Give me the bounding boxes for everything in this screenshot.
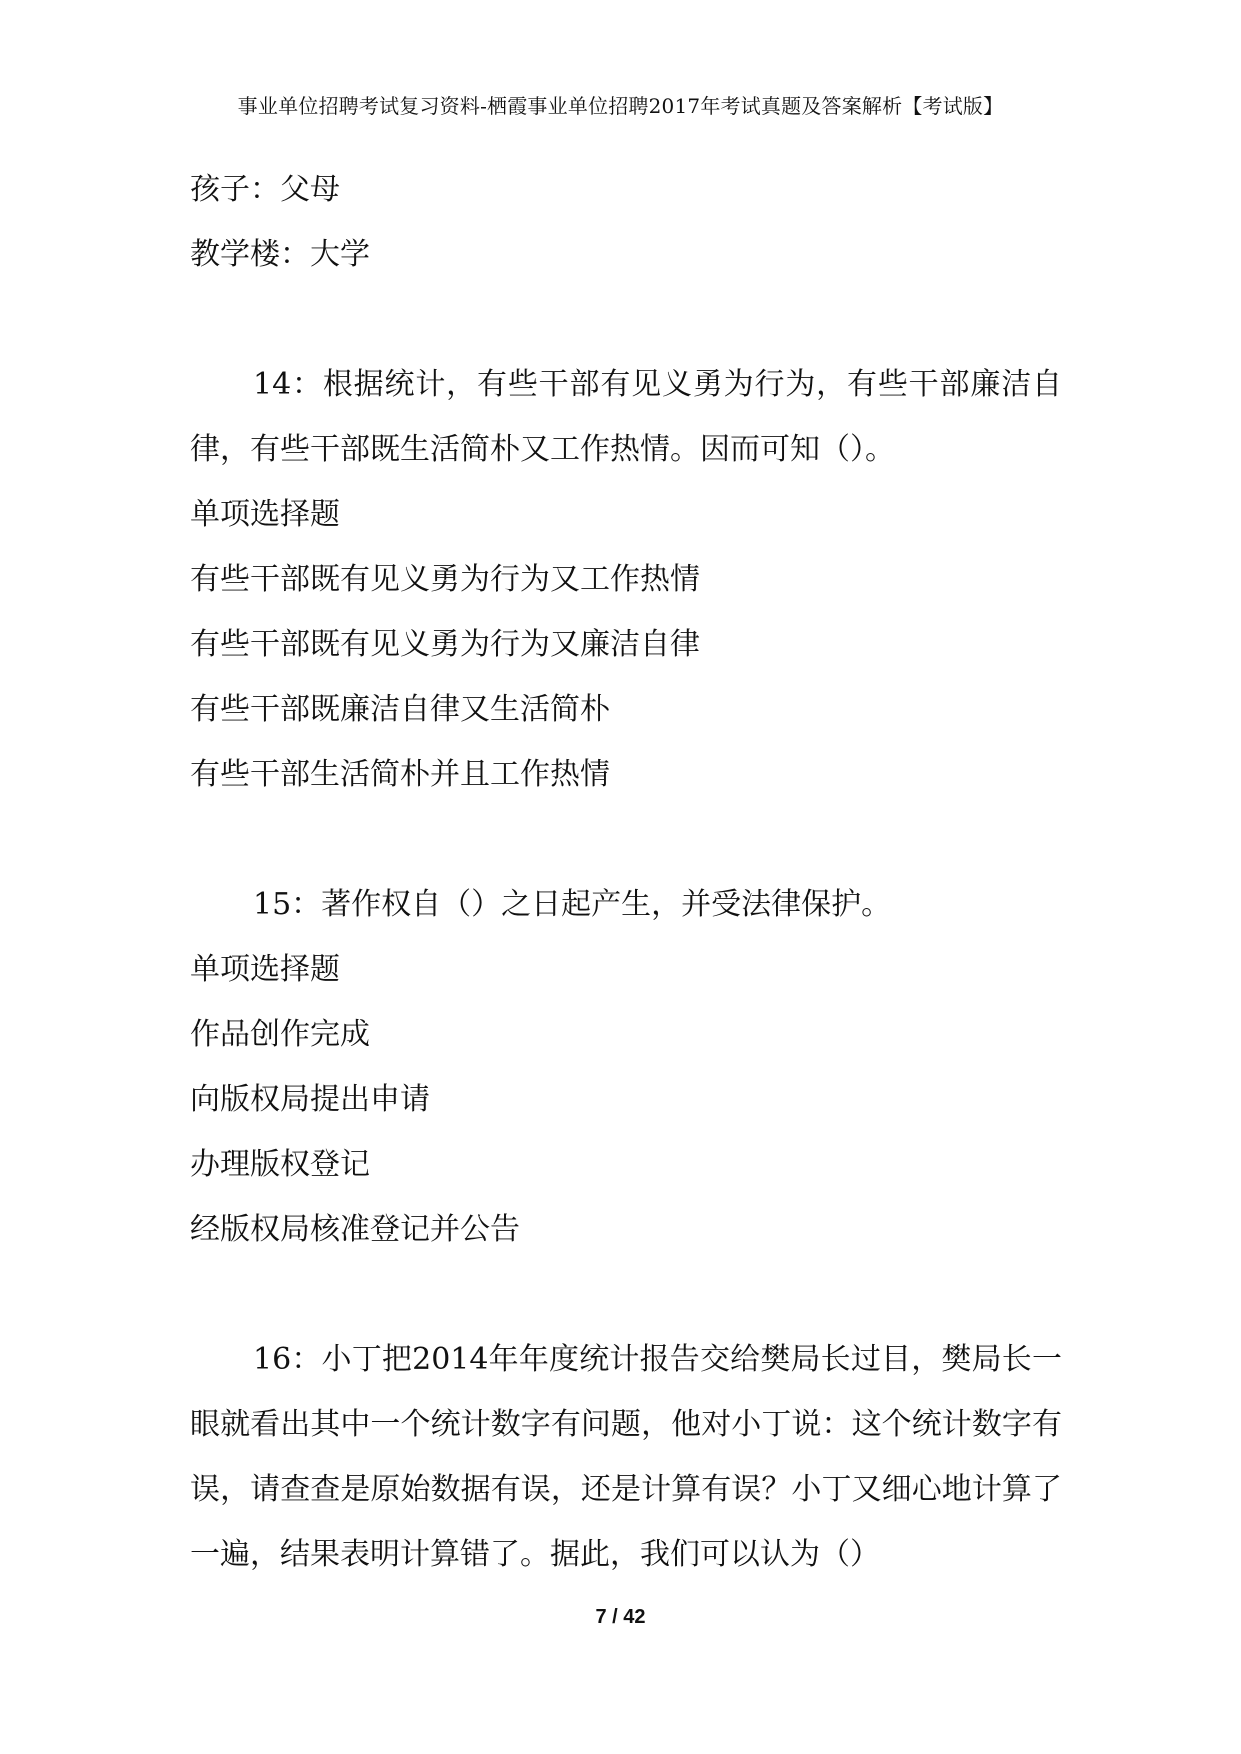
option-item: 办理版权登记 (190, 1147, 370, 1182)
question-stem-14: 14：根据统计，有些干部有见义勇为行为，有些干部廉洁自律，有些干部既生活简朴又工作热情。因而可知（）。 (190, 367, 1062, 467)
option-item: 有些干部既有见义勇为行为又工作热情 (190, 562, 700, 597)
spacer (190, 287, 1062, 352)
document-header: 事业单位招聘考试复习资料-栖霞事业单位招聘2017年考试真题及答案解析【考试版】 (237, 94, 1004, 118)
question-stem-16: 16：小丁把2014年年度统计报告交给樊局长过目，樊局长一眼就看出其中一个统计数字有问题，他对小丁说：这个统计数字有误，请查查是原始数据有误，还是计算有误？小丁又细心地计算了一遍，结果表明计算错了。据此，我们可以认为（） (190, 1342, 1062, 1572)
question-type-label: 单项选择题 (190, 952, 340, 987)
option-item: 经版权局核准登记并公告 (190, 1212, 520, 1247)
text-line: 孩子：父母 (190, 172, 340, 207)
question-stem-15: 15：著作权自（）之日起产生，并受法律保护。 (253, 887, 892, 922)
question-type-label: 单项选择题 (190, 497, 340, 532)
option-item: 向版权局提出申请 (190, 1082, 430, 1117)
option-item: 有些干部生活简朴并且工作热情 (190, 757, 610, 792)
page-number: 7 / 42 (595, 1606, 646, 1628)
text-line: 教学楼：大学 (190, 237, 370, 272)
option-item: 作品创作完成 (190, 1017, 370, 1052)
option-item: 有些干部既有见义勇为行为又廉洁自律 (190, 627, 700, 662)
document-body (190, 157, 1062, 1587)
spacer (190, 1262, 1062, 1327)
option-item: 有些干部既廉洁自律又生活简朴 (190, 692, 610, 727)
spacer (190, 807, 1062, 872)
